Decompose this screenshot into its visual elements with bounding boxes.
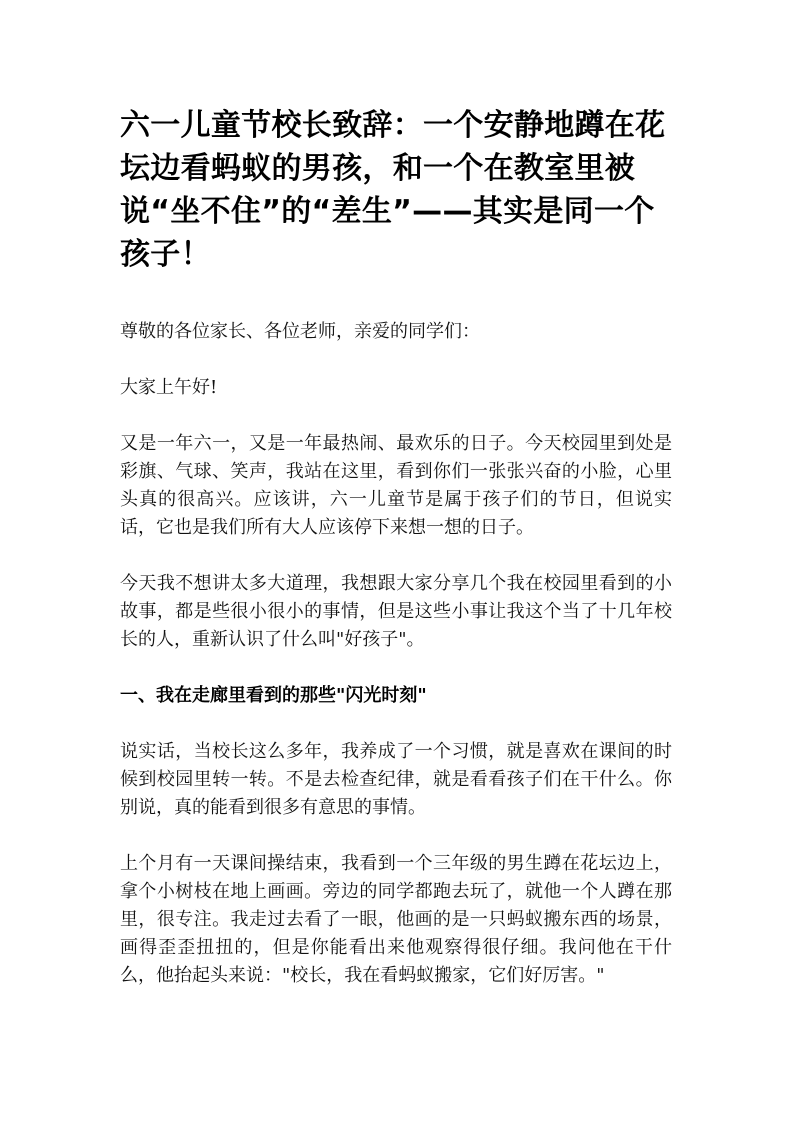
salutation-paragraph: 大家上午好! xyxy=(120,377,218,398)
greeting-paragraph: 尊敬的各位家长、各位老师，亲爱的同学们： xyxy=(120,321,480,342)
document-title: 六一儿童节校长致辞：一个安静地蹲在花坛边看蚂蚁的男孩，和一个在教室里被说“坐不住”的“差生”——其实是同一个孩子！ xyxy=(120,108,666,272)
section-paragraph: 上个月有一天课间操结束，我看到一个三年级的男生蹲在花坛边上，拿个小树枝在地上画画。旁边的同学都跑去玩了，就他一个人蹲在那里，很专注。我走过去看了一眼，他画的是一只蚂蚁搬东西的场景，画得歪歪扭扭的，但是你能看出来他观察得很仔细。我问他在干什么，他抬起头来说："校长，我在看蚂蚁搬家，它们好厉害。" xyxy=(120,853,672,986)
document-body xyxy=(120,318,672,1018)
section-paragraph: 说实话，当校长这么多年，我养成了一个习惯，就是喜欢在课间的时候到校园里转一转。不是去检查纪律，就是看看孩子们在干什么。你别说，真的能看到很多有意思的事情。 xyxy=(120,741,672,818)
body-paragraph: 今天我不想讲太多大道理，我想跟大家分享几个我在校园里看到的小故事，都是些很小很小的事情，但是这些小事让我这个当了十几年校长的人，重新认识了什么叫"好孩子"。 xyxy=(120,573,672,650)
body-paragraph: 又是一年六一，又是一年最热闹、最欢乐的日子。今天校园里到处是彩旗、气球、笑声，我站在这里，看到你们一张张兴奋的小脸，心里头真的很高兴。应该讲，六一儿童节是属于孩子们的节日，但说实话，它也是我们所有大人应该停下来想一想的日子。 xyxy=(120,433,672,538)
section-heading: 一、我在走廊里看到的那些"闪光时刻" xyxy=(120,685,427,706)
